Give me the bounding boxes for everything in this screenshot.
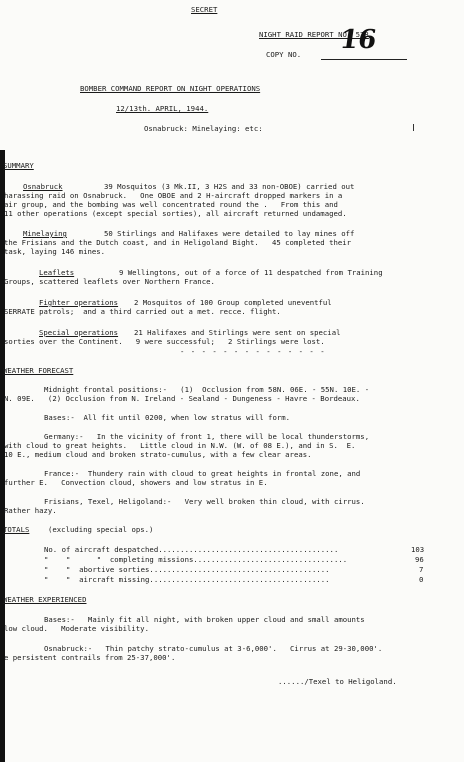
experienced-line-3: Osnabruck:- Thin patchy strato-cumulus at 3-6,000'. Cirrus at 29-30,000'. [44,644,383,653]
forecast-line-10: Rather hazy. [4,506,57,515]
secret-label: SECRET [191,5,218,14]
copy-number-underline [321,59,407,60]
continuation-text: ....../Texel to Heligoland. [278,677,397,686]
copy-number-label: COPY NO. [266,50,302,59]
special-label: Special operations [39,328,119,337]
totals-row-label: " " " completing missions................................... [44,555,348,564]
osnabruck-line-3: air group, and the bombing was well concentrated round the . From this and [4,200,338,209]
fighter-label: Fighter operations [39,298,119,307]
report-date: 12/13th. APRIL, 1944. [116,104,209,113]
forecast-line-4: Germany:- In the vicinity of front 1, there will be local thunderstorms, [44,432,370,441]
experienced-line-4: e persistent contrails from 25-37,000'. [4,653,176,662]
leaflets-line-2: Groups, scattered leaflets over Northern France. [4,277,215,286]
forecast-line-9: Frisians, Texel, Heligoland:- Very well broken thin cloud, with cirrus. [44,497,365,506]
leaflets-line-1: 9 Wellingtons, out of a force of 11 despatched from Training [119,268,383,277]
totals-row-value: 103 [411,545,425,554]
fighter-line-1: 2 Mosquitos of 100 Group completed uneventful [134,298,332,307]
totals-row-label: " " abortive sorties......................................... [44,565,330,574]
totals-row-value: 96 [415,555,424,564]
leaflets-label: Leaflets [39,268,75,277]
weather-forecast-heading: WEATHER FORECAST [3,366,74,375]
osnabruck-line-1: 39 Mosquitos (3 Mk.II, 3 H2S and 33 non-OBOE) carried out [104,182,355,191]
minelaying-label: Minelaying [23,229,67,238]
report-subtitle: Osnabruck: Minelaying: etc: [144,124,263,133]
totals-qualifier: (excluding special ops.) [48,525,154,534]
report-title: BOMBER COMMAND REPORT ON NIGHT OPERATIONS [80,84,261,93]
totals-row-label: No. of aircraft despatched......................................... [44,545,339,554]
weather-experienced-heading: WEATHER EXPERIENCED [3,595,87,604]
forecast-line-3: Bases:- All fit until 0200, when low stratus will form. [44,413,291,422]
fighter-line-2: SERRATE patrols; and a third carried out a met. recce. flight. [4,307,281,316]
copy-number-value: 16 [337,25,379,55]
totals-heading: TOTALS [3,525,30,534]
minelaying-line-3: task, laying 146 mines. [4,247,106,256]
forecast-line-1: Midnight frontal positions:- (1) Occlusion from 58N. 06E. - 55N. 10E. - [44,385,370,394]
minelaying-line-1: 50 Stirlings and Halifaxes were detailed to lay mines off [104,229,355,238]
totals-row-label: " " aircraft missing......................................... [44,575,330,584]
forecast-line-5: with cloud to great heights. Little cloud in N.W. (W. of 08 E.), and in S. E. [4,441,356,450]
forecast-line-8: further E. Convection cloud, showers and low stratus in E. [4,478,268,487]
experienced-line-1: Bases:- Mainly fit all night, with broken upper cloud and small amounts [44,615,365,624]
report-number: NIGHT RAID REPORT NO. 578 [259,30,369,39]
totals-row-value: 7 [419,565,424,574]
special-line-2: sorties over the Continent. 9 were successful; 2 Stirlings were lost. [4,337,325,346]
minelaying-line-2: the Frisians and the Dutch coast, and in Heligoland Bight. 45 completed their [4,238,352,247]
experienced-line-2: low cloud. Moderate visibility. [4,624,149,633]
section-divider: - - - - - - - - - - - - - - [180,347,326,356]
osnabruck-line-2: harassing raid on Osnabruck. One OBOE and 2 H-aircraft dropped markers in a [4,191,343,200]
osnabruck-label: Osnabruck [23,182,63,191]
osnabruck-line-4: 11 other operations (except special sorties), all aircraft returned undamaged. [4,209,347,218]
forecast-line-6: 10 E., medium cloud and broken strato-cumulus, with a few clear areas. [4,450,312,459]
forecast-line-7: France:- Thundery rain with cloud to great heights in frontal zone, and [44,469,361,478]
forecast-line-2: N. 09E. (2) Occlusion from N. Ireland - Sealand - Dungeness - Havre - Bordeaux. [4,394,360,403]
ink-mark [413,124,414,131]
special-line-1: 21 Halifaxes and Stirlings were sent on special [134,328,341,337]
summary-heading: SUMMARY [3,161,34,170]
totals-row-value: 0 [419,575,424,584]
